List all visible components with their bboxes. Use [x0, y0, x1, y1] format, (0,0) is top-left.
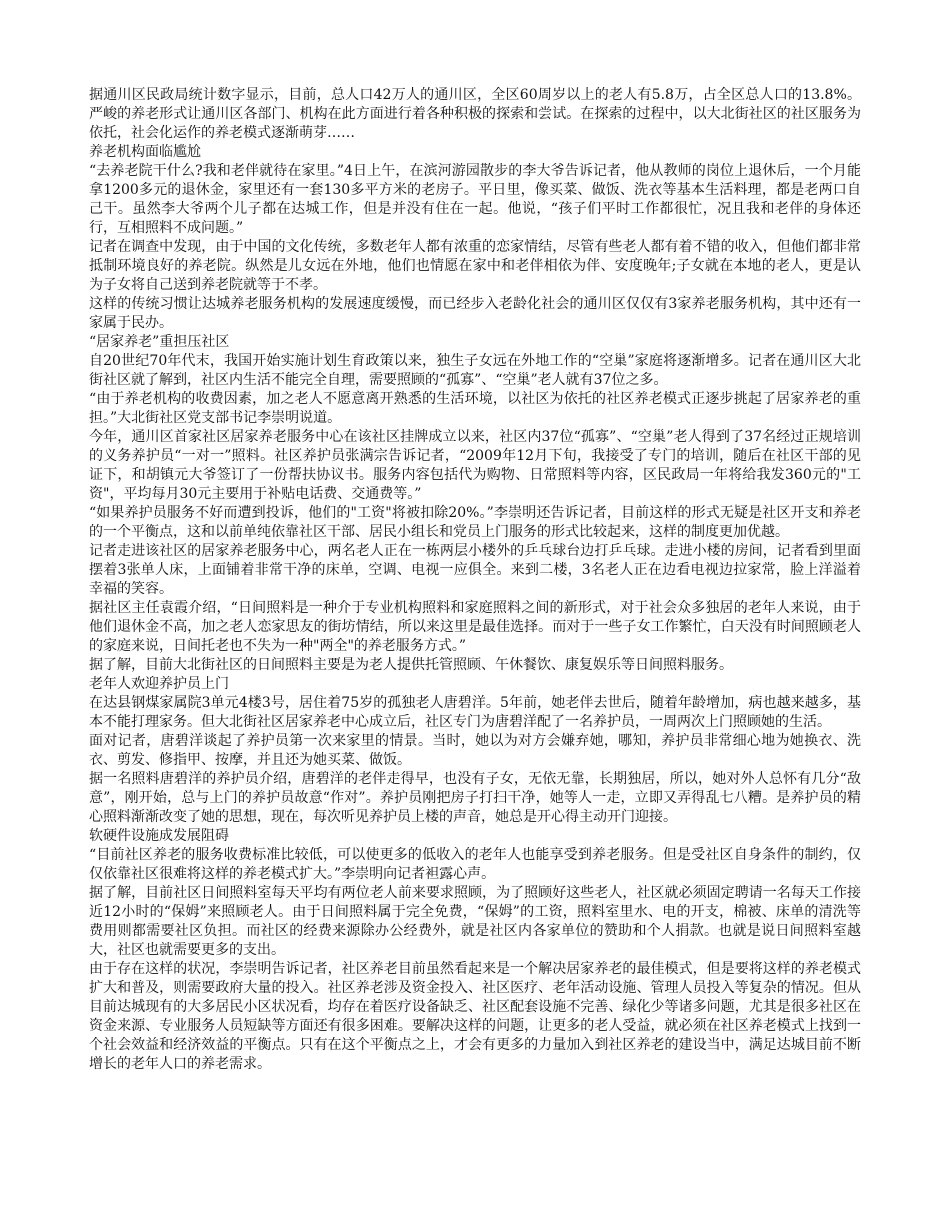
section-heading-4: 软硬件设施成发展阻碍	[89, 828, 229, 844]
paragraph: 这样的传统习惯让达城养老服务机构的发展速度缓慢，而已经步入老龄化社会的通川区仅仅有3家养老服务机构，其中还有一家属于民办。	[89, 296, 861, 331]
paragraph: 在达县钢煤家属院3单元4楼3号，居住着75岁的孤独老人唐碧洋。5年前，她老伴去世后，随着年龄增加，病也越来越多，基本不能打理家务。但大北街社区居家养老中心成立后，社区专门为唐碧洋配了一名养护员，一周两次上门照顾她的生活。	[89, 695, 861, 730]
paragraph: “由于养老机构的收费因素，加之老人不愿意离开熟悉的生活环境，以社区为依托的社区养老模式正逐步挑起了居家养老的重担。”大北街社区党支部书记李崇明说道。	[89, 391, 861, 426]
section-heading-3: 老年人欢迎养护员上门	[89, 676, 229, 692]
paragraph: 今年，通川区首家社区居家养老服务中心在该社区挂牌成立以来，社区内37位“孤寡”、“空巢”老人得到了37名经过正规培训的义务养护员“一对一”照料。社区养护员张满宗告诉记者，“2009年12月下旬，我接受了专门的培训，随后在社区干部的见证下，和胡镇元大爷签订了一份帮扶协议书。服务内容包括代为购物、日常照料等内容，区民政局一年将给我发360元的"工资"，平均每月30元主要用于补贴电话费、交通费等。”	[89, 429, 861, 502]
section-heading-2: “居家养老”重担压社区	[89, 334, 230, 350]
paragraph: 记者在调查中发现，由于中国的文化传统，多数老年人都有浓重的恋家情结，尽管有些老人都有着不错的收入，但他们都非常抵制环境良好的养老院。纵然是儿女远在外地，他们也情愿在家中和老伴相依为伴、安度晚年;子女就在本地的老人，更是认为子女将自己送到养老院就等于不孝。	[89, 239, 861, 293]
article-body	[89, 86, 861, 1074]
paragraph: “目前社区养老的服务收费标准比较低，可以使更多的低收入的老年人也能享受到养老服务。但是受社区自身条件的制约，仅仅依靠社区很难将这样的养老模式扩大。”李崇明向记者袒露心声。	[89, 847, 861, 882]
paragraph: “去养老院干什么?我和老伴就待在家里。”4日上午，在滨河游园散步的李大爷告诉记者，他从教师的岗位上退休后，一个月能拿1200多元的退休金，家里还有一套130多平方米的老房子。平日里，像买菜、做饭、洗衣等基本生活料理，都是老两口自己干。虽然李大爷两个儿子都在达城工作，但是并没有住在一起。他说，“孩子们平时工作都很忙，况且我和老伴的身体还行，互相照料不成问题。”	[89, 163, 861, 236]
paragraph: 记者走进该社区的居家养老服务中心，两名老人正在一栋两层小楼外的乒乓球台边打乒乓球。走进小楼的房间，记者看到里面摆着3张单人床，上面铺着非常干净的床单，空调、电视一应俱全。来到二楼，3名老人正在边看电视边拉家常，脸上洋溢着幸福的笑容。	[89, 543, 861, 597]
paragraph: 据社区主任袁霞介绍，“日间照料是一种介于专业机构照料和家庭照料之间的新形式，对于社会众多独居的老年人来说，由于他们退休金不高，加之老人恋家思友的街坊情结，所以来这里是最佳选择。而对于一些子女工作繁忙，白天没有时间照顾老人的家庭来说，日间托老也不失为一种"两全"的养老服务方式。”	[89, 600, 861, 654]
paragraph-intro: 据通川区民政局统计数字显示，目前，总人口42万人的通川区，全区60周岁以上的老人有5.8万，占全区总人口的13.8%。严峻的养老形式让通川区各部门、机构在此方面进行着各种积极的探索和尝试。在探索的过程中，以大北街社区的社区服务为依托，社会化运作的养老模式逐渐萌芽……	[89, 87, 861, 141]
paragraph: 据了解，目前大北街社区的日间照料主要是为老人提供托管照顾、午休餐饮、康复娱乐等日间照料服务。	[89, 657, 733, 673]
paragraph: 据了解，目前社区日间照料室每天平均有两位老人前来要求照顾，为了照顾好这些老人，社区就必须固定聘请一名每天工作接近12小时的“保姆”来照顾老人。由于日间照料属于完全免费，“保姆”的工资，照料室里水、电的开支，棉被、床单的清洗等费用则都需要社区负担。而社区的经费来源除办公经费外，就是社区内各家单位的赞助和个人捐款。也就是说日间照料室越大，社区也就需要更多的支出。	[89, 885, 861, 958]
paragraph: “如果养护员服务不好而遭到投诉，他们的"工资"将被扣除20%。”李崇明还告诉记者，目前这样的形式无疑是社区开支和养老的一个平衡点，这和以前单纯依靠社区干部、居民小组长和党员上门服务的形式比较起来，这样的制度更加优越。	[89, 505, 861, 540]
paragraph: 面对记者，唐碧洋谈起了养护员第一次来家里的情景。当时，她以为对方会嫌弃她，哪知，养护员非常细心地为她换衣、洗衣、剪发、修指甲、按摩，并且还为她买菜、做饭。	[89, 733, 861, 768]
paragraph: 由于存在这样的状况，李崇明告诉记者，社区养老目前虽然看起来是一个解决居家养老的最佳模式，但是要将这样的养老模式扩大和普及，则需要政府大量的投入。社区养老涉及资金投入、社区医疗、老年活动设施、管理人员投入等复杂的情况。但从目前达城现有的大多居民小区状况看，均存在着医疗设备缺乏、社区配套设施不完善、绿化少等诸多问题，尤其是很多社区在资金来源、专业服务人员短缺等方面还有很多困难。要解决这样的问题，让更多的老人受益，就必须在社区养老模式上找到一个社会效益和经济效益的平衡点。只有在这个平衡点之上，才会有更多的力量加入到社区养老的建设当中，满足达城目前不断增长的老年人口的养老需求。	[89, 961, 861, 1072]
section-heading-1: 养老机构面临尴尬	[89, 144, 201, 160]
paragraph: 据一名照料唐碧洋的养护员介绍，唐碧洋的老伴走得早，也没有子女，无依无靠，长期独居，所以，她对外人总怀有几分“敌意”，刚开始，总与上门的养护员故意“作对”。养护员刚把房子打扫干净，她等人一走，立即又弄得乱七八糟。是养护员的精心照料渐渐改变了她的思想，现在，每次听见养护员上楼的声音，她总是开心得主动开门迎接。	[89, 771, 861, 825]
paragraph: 自20世纪70年代末，我国开始实施计划生育政策以来，独生子女远在外地工作的“空巢”家庭将逐渐增多。记者在通川区大北街社区就了解到，社区内生活不能完全自理，需要照顾的“孤寡”、“空巢”老人就有37位之多。	[89, 353, 861, 388]
